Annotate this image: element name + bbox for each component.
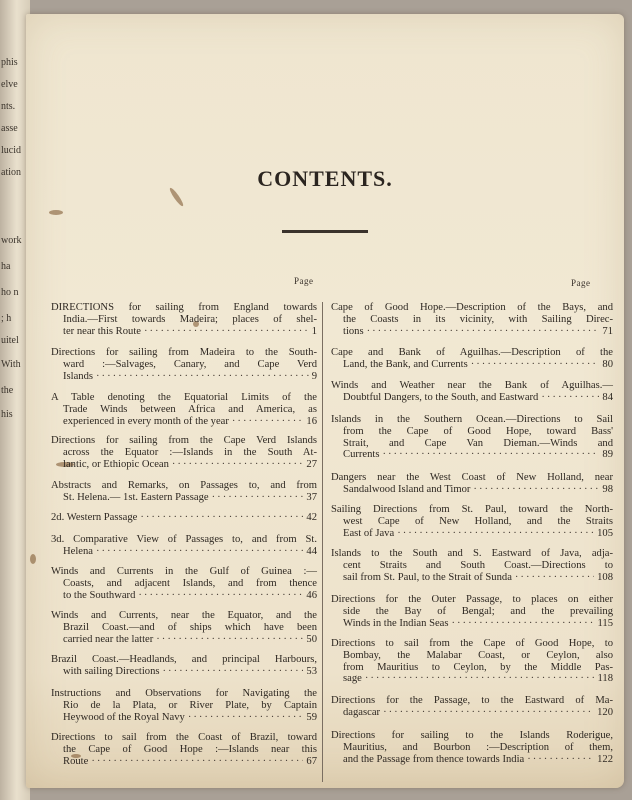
prev-page-text-fragment: work — [1, 235, 22, 246]
entry-text: Islands — [63, 370, 94, 382]
entry-text: Brazil Coast.—Headlands, and principal Harbours, — [51, 654, 317, 665]
page-column-heading-right: Page — [571, 278, 591, 288]
prev-page-text-fragment: elve — [1, 79, 18, 90]
dot-leader — [188, 712, 304, 724]
page-number: 53 — [306, 665, 317, 677]
entry-text: cent Straits and South Coast.—Directions to — [343, 559, 613, 571]
entry-text: across the Equator :—Islands in the South At- — [63, 446, 317, 458]
prev-page-text-fragment: ho n — [1, 287, 19, 298]
entry-last-line — [331, 528, 613, 540]
entry-text: Heywood of the Royal Navy — [63, 711, 185, 723]
contents-entry — [51, 302, 317, 337]
entry-text: Directions for the Outer Passage, to places on either — [331, 594, 613, 605]
title-rule — [282, 230, 368, 233]
entry-last-line — [51, 712, 317, 724]
entry-last-line — [331, 618, 613, 630]
contents-entry — [331, 302, 613, 337]
entry-last-line — [331, 707, 613, 719]
dot-leader — [365, 673, 595, 685]
book-page — [26, 14, 624, 788]
prev-page-text-fragment: uitel — [1, 335, 19, 346]
entry-last-line — [51, 512, 317, 524]
entry-last-line — [331, 754, 613, 766]
entry-text: Sandalwood Island and Timor — [343, 483, 471, 495]
entry-text: Coasts, and adjacent Islands, and from thence — [63, 577, 317, 589]
entry-text: India.—First towards Madeira; places of shel- — [63, 313, 317, 325]
dot-leader — [382, 449, 599, 461]
contents-entry — [51, 688, 317, 723]
entry-last-line — [51, 666, 317, 678]
contents-entry — [51, 566, 317, 601]
entry-text: Dangers near the West Coast of New Holland, near — [331, 472, 613, 483]
contents-entry — [51, 480, 317, 504]
page-number: 59 — [306, 711, 317, 723]
entry-text: from Mauritius to Ceylon, by the Middle Pas- — [343, 661, 613, 673]
entry-last-line — [331, 572, 613, 584]
entry-text: Directions for sailing from the Cape Verd Islands — [51, 435, 317, 446]
entry-text: Islands to the South and S. Eastward of Java, adja- — [331, 548, 613, 559]
contents-entry — [51, 512, 317, 524]
dot-leader — [452, 618, 595, 630]
prev-page-text-fragment: With — [1, 359, 21, 370]
dot-leader — [383, 707, 594, 719]
entry-text: Winds in the Indian Seas — [343, 617, 449, 629]
dot-leader — [397, 528, 594, 540]
entry-last-line — [51, 371, 317, 383]
prev-page-text-fragment: ; h — [1, 313, 12, 324]
entry-text: Directions to sail from the Cape of Good Hope, to — [331, 638, 613, 649]
prev-page-text-fragment: asse — [1, 123, 18, 134]
dot-leader — [138, 590, 303, 602]
page-number: 120 — [597, 706, 613, 718]
contents-entry — [51, 654, 317, 678]
column-divider — [322, 302, 323, 782]
page-number: 118 — [597, 673, 613, 685]
entry-last-line — [51, 326, 317, 338]
contents-entry — [331, 472, 613, 496]
prev-page-text-fragment: the — [1, 385, 14, 396]
entry-text: Directions for sailing to the Islands Roderigue, — [331, 730, 613, 741]
page-number: 37 — [306, 491, 317, 503]
entry-text: St. Helena.— 1st. Eastern Passage — [63, 491, 209, 503]
dot-leader — [471, 359, 600, 371]
dot-leader — [212, 492, 304, 504]
entry-text: Currents — [343, 449, 380, 461]
dot-leader — [367, 326, 600, 338]
dot-leader — [541, 392, 599, 404]
page-number: 46 — [306, 589, 317, 601]
entry-text: Sailing Directions from St. Paul, toward the North- — [331, 504, 613, 515]
page-number: 16 — [306, 415, 317, 427]
contents-entry — [51, 610, 317, 645]
contents-entry — [331, 638, 613, 685]
contents-entry — [331, 380, 613, 404]
entry-text: Brazil Coast.—and of ships which have been — [63, 621, 317, 633]
entry-text: Instructions and Observations for Navigating the — [51, 688, 317, 699]
prev-page-text-fragment: ha — [1, 261, 11, 272]
entry-last-line — [331, 359, 613, 371]
dot-leader — [515, 572, 594, 584]
entry-text: ward :—Salvages, Canary, and Cape Verd — [63, 358, 317, 370]
entry-text: Winds and Weather near the Bank of Aguilhas.— — [331, 380, 613, 391]
page-number: 44 — [306, 545, 317, 557]
contents-entry — [331, 504, 613, 539]
page-number: 1 — [311, 325, 317, 337]
page-number: 115 — [597, 617, 613, 629]
entry-text: the Cape of Good Hope :—Islands near this — [63, 743, 317, 755]
entry-text: Directions to sail from the Coast of Brazil, toward — [51, 732, 317, 743]
dot-leader — [156, 634, 303, 646]
entry-last-line — [51, 546, 317, 558]
entry-last-line — [331, 449, 613, 461]
entry-last-line — [51, 756, 317, 768]
entry-text: Helena — [63, 545, 93, 557]
page-number: 50 — [306, 633, 317, 645]
entry-text: Directions for the Passage, to the Eastward of Ma- — [331, 695, 613, 706]
entry-last-line — [331, 392, 613, 404]
entry-text: sail from St. Paul, to the Strait of Sunda — [343, 571, 512, 583]
entry-last-line — [51, 492, 317, 504]
prev-page-text-fragment: nts. — [1, 101, 16, 112]
entry-last-line — [51, 416, 317, 428]
entry-text: 2d. Western Passage — [51, 512, 138, 523]
entry-text: Trade Winds between Africa and America, as — [63, 403, 317, 415]
dot-leader — [144, 326, 309, 338]
prev-page-text-fragment: ation — [1, 167, 21, 178]
dot-leader — [96, 546, 303, 558]
entry-text: Winds and Currents, near the Equator, and the — [51, 610, 317, 621]
prev-page-text-fragment: lucid — [1, 145, 21, 156]
entry-text: 3d. Comparative View of Passages to, and from St. — [51, 534, 317, 545]
contents-entry — [331, 594, 613, 629]
entry-text: Mauritius, and Bourbon :—Description of them, — [343, 741, 613, 753]
entry-text: with sailing Directions — [63, 665, 160, 677]
entry-text: from the Cape of Good Hope, toward Bass' — [343, 425, 613, 437]
page-title: CONTENTS. — [257, 166, 393, 191]
contents-entry — [51, 534, 317, 558]
entry-text: dagascar — [343, 706, 381, 718]
entry-text: sage — [343, 673, 362, 685]
entry-text: A Table denoting the Equatorial Limits of the — [51, 392, 317, 403]
entry-text: experienced in every month of the year — [63, 415, 229, 427]
dot-leader — [163, 666, 304, 678]
entry-last-line — [331, 326, 613, 338]
contents-entry — [331, 347, 613, 371]
page-number: 27 — [306, 458, 317, 470]
page-number: 105 — [597, 527, 613, 539]
entry-text: lantic, or Ethiopic Ocean — [63, 458, 169, 470]
page-number: 108 — [597, 571, 613, 583]
page-number: 122 — [597, 753, 613, 765]
contents-entry — [51, 732, 317, 767]
foxing-stain — [49, 210, 63, 215]
entry-text: DIRECTIONS for sailing from England towards — [51, 302, 317, 313]
entry-text: to the Southward — [63, 589, 136, 601]
page-number: 80 — [602, 358, 613, 370]
page-number: 42 — [306, 512, 317, 523]
page-column-heading-left: Page — [294, 276, 314, 286]
entry-text: Route — [63, 755, 89, 767]
entry-text: west Cape of New Holland, and the Straits — [343, 515, 613, 527]
entry-text: East of Java — [343, 527, 395, 539]
entry-last-line — [331, 673, 613, 685]
entry-text: Land, the Bank, and Currents — [343, 358, 468, 370]
prev-page-text-fragment: phis — [1, 57, 18, 68]
entry-text: Strait, and Cape Van Dieman.—Winds and — [343, 437, 613, 449]
entry-text: Islands in the Southern Ocean.—Directions to Sail — [331, 414, 613, 425]
contents-entry — [331, 695, 613, 719]
page-number: 89 — [602, 449, 613, 461]
page-number: 98 — [602, 483, 613, 495]
entry-text: Directions for sailing from Madeira to the South- — [51, 347, 317, 358]
dot-leader — [473, 484, 599, 496]
contents-entry — [51, 435, 317, 470]
entry-last-line — [331, 484, 613, 496]
contents-entry — [331, 730, 613, 765]
page-number: 71 — [602, 325, 613, 337]
entry-text: tions — [343, 325, 364, 337]
entry-last-line — [51, 590, 317, 602]
page-number: 9 — [311, 370, 317, 382]
page-number: 84 — [602, 391, 613, 403]
entry-text: carried near the latter — [63, 633, 154, 645]
prev-page-text-fragment: his — [1, 409, 13, 420]
dot-leader — [232, 416, 304, 428]
contents-entry — [331, 414, 613, 461]
dot-leader — [96, 371, 309, 383]
entry-text: Winds and Currents in the Gulf of Guinea :— — [51, 566, 317, 577]
entry-text: side the Bay of Bengal; and the prevailing — [343, 605, 613, 617]
entry-text: ter near this Route — [63, 325, 141, 337]
contents-entry — [51, 347, 317, 382]
entry-text: Bombay, the Malabar Coast, or Ceylon, also — [343, 649, 613, 661]
entry-text: Cape and Bank of Aguilhas.—Description of the — [331, 347, 613, 358]
entry-text: Cape of Good Hope.—Description of the Bays, and — [331, 302, 613, 313]
dot-leader — [140, 512, 303, 524]
contents-entry — [51, 392, 317, 427]
entry-text: Doubtful Dangers, to the South, and Eastward — [343, 391, 539, 403]
foxing-stain — [30, 554, 36, 564]
entry-text: and the Passage from thence towards India — [343, 753, 525, 765]
dot-leader — [527, 754, 594, 766]
entry-last-line — [51, 459, 317, 471]
dot-leader — [172, 459, 304, 471]
page-number: 67 — [306, 755, 317, 767]
entry-last-line — [51, 634, 317, 646]
entry-text: Abstracts and Remarks, on Passages to, and from — [51, 480, 317, 491]
entry-text: Rio de la Plata, or River Plate, by Captain — [63, 699, 317, 711]
contents-entry — [331, 548, 613, 583]
entry-text: the Coasts in its vicinity, with Sailing Direc- — [343, 313, 613, 325]
dot-leader — [91, 756, 303, 768]
